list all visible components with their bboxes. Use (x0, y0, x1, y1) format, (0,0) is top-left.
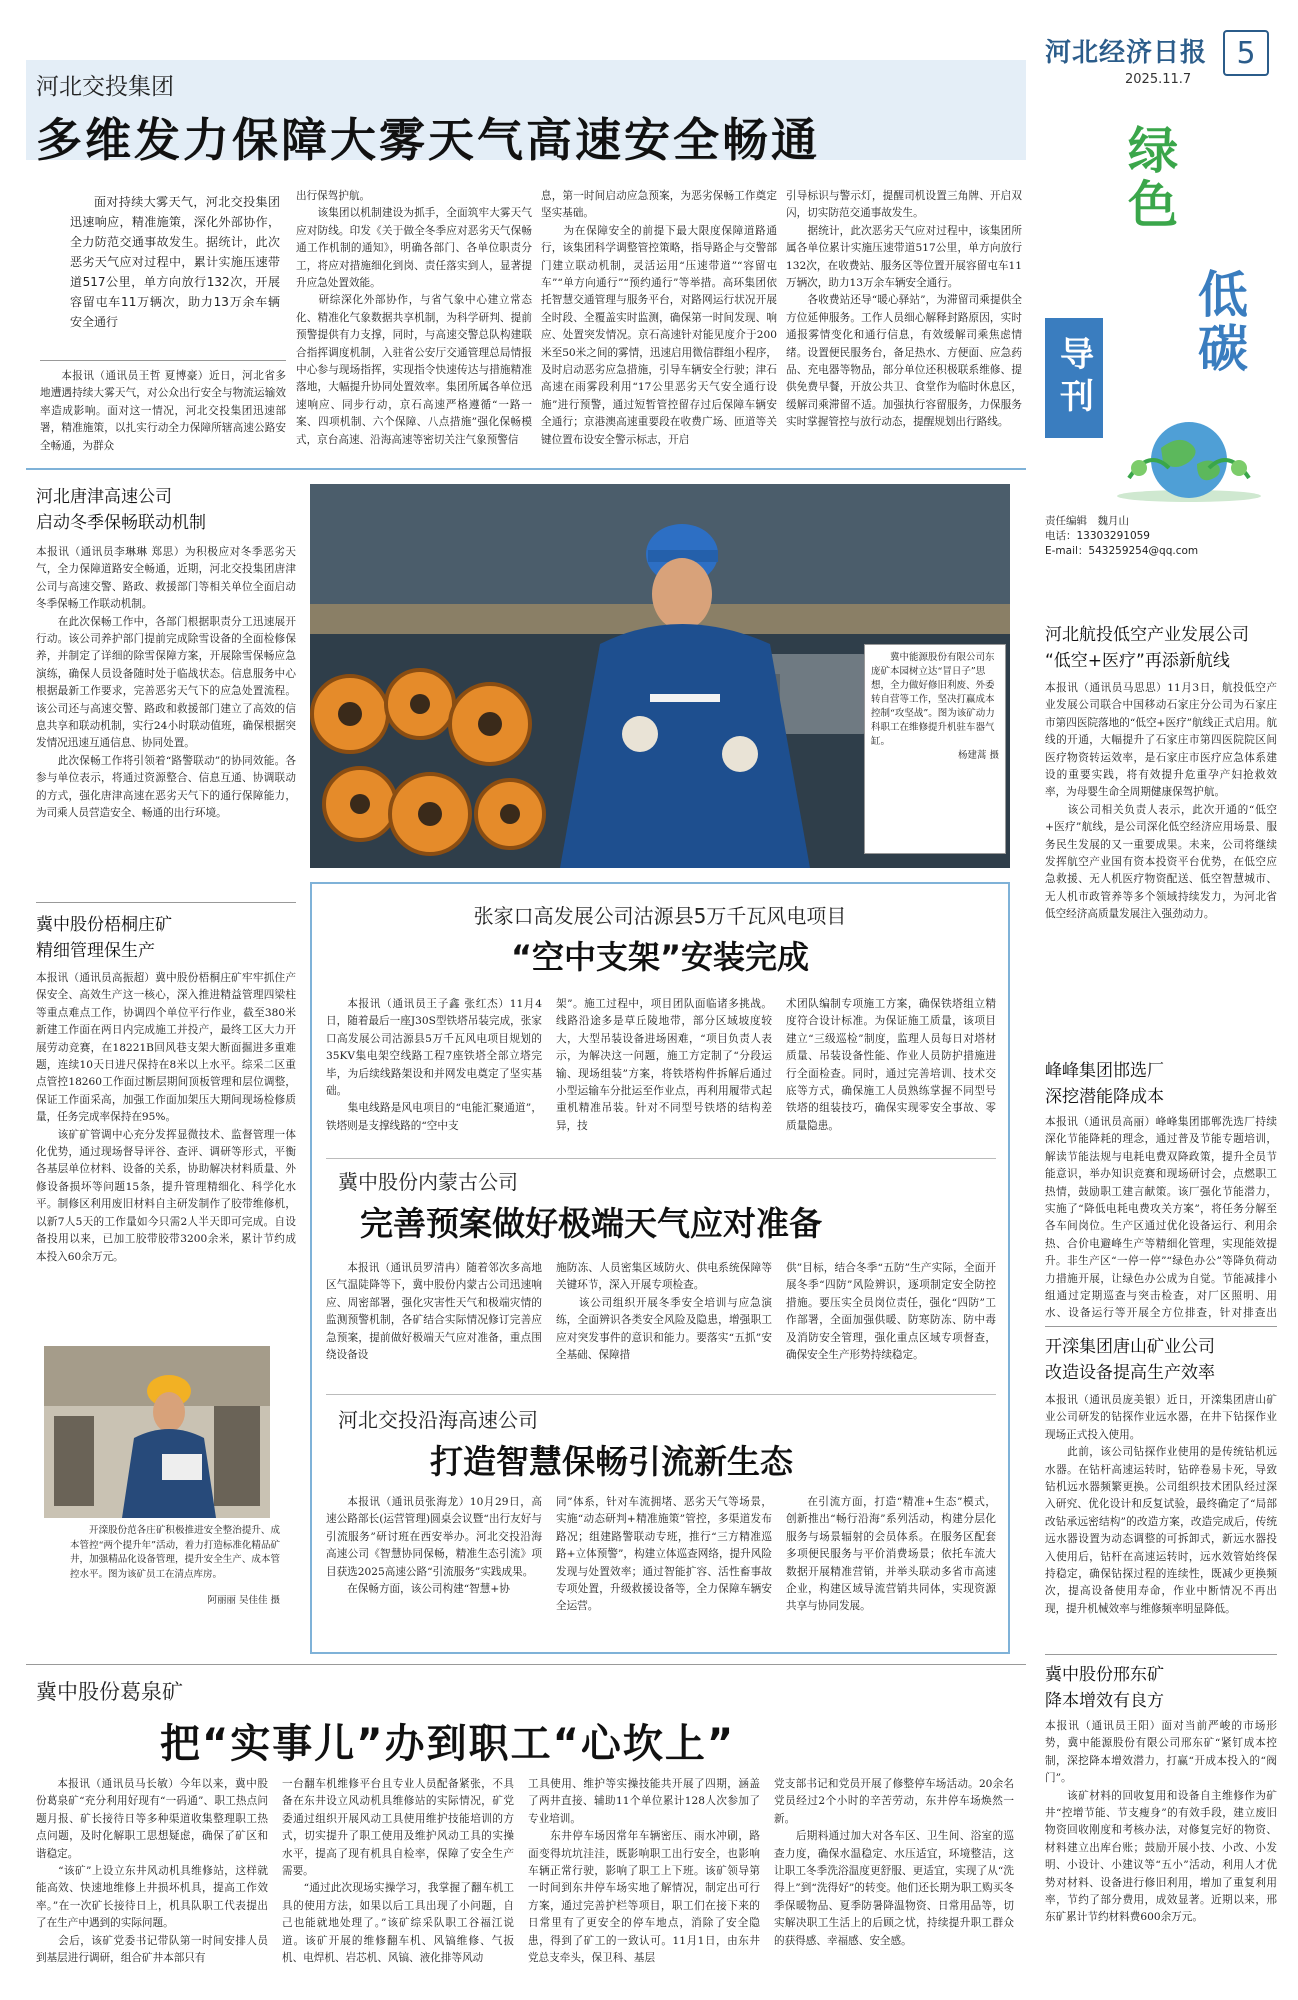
lead-kicker: 河北交投集团 (36, 74, 174, 100)
article-coastal-col1: 本报讯（通讯员张海龙）10月29日，高速公路部长(运营管理)圆桌会议暨“出行友好与引流服务”研讨班在西安举办。河北交投沿海高速公司《智慧协同保畅，精准生态引流》项目获选2025高速公路“引流服务”实践成果。 在保畅方面，该公司构建“智慧+协 (326, 1496, 542, 1596)
left-photo (44, 1346, 270, 1518)
phone-line: 电话：13303291059 (1045, 530, 1150, 542)
article-aviation-title-line1: 河北航投低空产业发展公司 (1045, 625, 1249, 645)
article-nmg-kicker: 冀中股份内蒙古公司 (338, 1170, 518, 1194)
guide-contact (1045, 514, 1277, 559)
article-nmg-headline: 完善预案做好极端天气应对准备 (360, 1204, 822, 1243)
article-xingdong-body: 本报讯（通讯员王阳）面对当前严峻的市场形势，冀中能源股份有限公司邢东矿“紧钉成本控制，深挖降本增效潜力，打赢“开成本投入的“阀门”。 该矿材料的回收复用和设备自主维修作为矿井“控增节能、节支瘦身”的有效手段，建立废旧物资回收刚度和考核办法，对修复完好的物资、材料建立出库台账；鼓励开展小技、小改、小发明、小设计、小建议等“五小”活动，利用人才优势对材料、设备进行修旧利用，增加了重复利用率，节约了部分费用，成效显著。近期以来，邢东矿累计节约材料费600余万元。 (1045, 1720, 1277, 1924)
bottom-col3: 工具使用、维护等实操技能共开展了四期，涵盖了两井直接、辅助11个单位累计128人次参加了专业培训。 东井停车场因常年车辆密压、雨水冲刷，路面变得坑坑洼洼，既影响职工出行安全，也影响车辆正常行驶，影响了职工上下班。该矿领导第一时间到东井停车场实地了解情况，制定出可行方案，通过完善护栏等项目，职工们在接下来的日常里有了更安全的停车地点，消除了安全隐患，得到了矿工的一致认可。11月1日，由东井党总支牵头，保卫科、基层 (528, 1778, 760, 1965)
main-photo-credit: 杨建蒿 摄 (957, 750, 999, 761)
worker-inventory-illustration (44, 1346, 270, 1518)
main-photo-caption: 冀中能源股份有限公司东庞矿本园树立达“冒日子”思想，全力做好修旧利废、外委转自营等工作，坚决打赢成本控制“攻坚战”。图为该矿动力科职工在维修提升机驻车器气缸。 (871, 652, 995, 747)
bottom-col2: 一台翻车机维修平台且专业人员配备紧张，不具备在东井设立风动机具维修站的实际情况，矿党委通过组织开展风动工具使用维护技能培训的方式，切实提升了职工使用及维护风动工具的实操水平，提高了现有机具自检率，保障了安全生产需要。 “通过此次现场实操学习，我掌握了翻车机工具的使用方法，如果以后工具出现了小问题，自己也能就地处理了。”该矿综采队职工谷福江说道。该矿开展的维修翻车机、风镐维修、气扳机、电焊机、岩芯机、风镐、液化排等风动 (282, 1778, 514, 1965)
article-tangjin-title (36, 484, 296, 536)
article-kailuan-body: 本报讯（通讯员庞美银）近日，开滦集团唐山矿业公司研发的钻探作业远水器，在井下钻探作业现场正式投入使用。 此前，该公司钻探作业使用的是传统钻机远水器。在钻杆高速运转时，钻碎卷易卡死，导致钻机远水器频繁更换。公司组织技术团队经过深入研究、优化设计和反复试验，最终确定了“局部改钻承远密结构”的改造方案，改造完成后，传统远水器设置为动态调整的可拆卸式，新远水器投入使用后，钻杆在高速运转时，远水效管始终保持稳定，确保钻探过程的连续性，既减少更换频次，提高设备使用寿命，作业中断情况不再出现，提升机械效率与维修频率明显降低。 (1045, 1394, 1277, 1615)
article-aviation-title (1045, 622, 1277, 674)
article-wutong-title-line1: 冀中股份梧桐庄矿 (36, 915, 172, 935)
article-nmg-col3: 供”目标，结合冬季“五防”生产实际，全面开展冬季“四防”风险辨识，逐项制定安全防控措施。要压实全员岗位责任，强化“四防”工作部署，全面加强供暖、防寒防冻、防中毒及消防安全管理，强化重点区域专项督查，确保安全生产形势持续稳定。 (786, 1262, 996, 1362)
article-wutong-title (36, 912, 296, 964)
article-kailuan-title (1045, 1334, 1277, 1386)
main-photo-caption-box (864, 644, 1006, 854)
bottom-headline: 把“实事儿”办到职工“心坎上” (160, 1721, 736, 1767)
email-line: E-mail：543259254@qq.com (1045, 545, 1199, 557)
article-tangjin-title-line2: 启动冬季保畅联动机制 (36, 513, 206, 533)
lead-headline: 多维发力保障大雾天气高速安全畅通 (36, 113, 820, 167)
left-photo-caption: 开滦股份范各庄矿积极推进安全整治提升、成本管控“两个提升年”活动，着力打造标准化精品矿井，加强精品化设备管理，提升安全生产、成本管控水平。图为该矿员工在清点库房。 (70, 1525, 280, 1580)
slogan-lowcarbon: 低碳 (1190, 268, 1248, 376)
summary-divider (40, 360, 286, 361)
article-coastal-kicker: 河北交投沿海高速公司 (338, 1408, 538, 1432)
lead-bottom-rule (26, 468, 1026, 470)
right-divider-1 (1045, 1326, 1277, 1327)
article-zjk-col2: 架”。施工过程中，项目团队面临诸多挑战。线路沿途多是草丘陵地带，部分区域坡度较大，大型吊装设备进场困难，“项目负责人表示，为解决这一问题，施工方定制了“分段运输、现场组装”方案，将铁塔构件拆解后通过小型运输车分批运至作业点，再利用履带式起重机精准吊装。针对不同型号铁塔的结构差异，技 (556, 998, 772, 1132)
center-divider-2 (326, 1394, 996, 1395)
lead-body-col1: 本报讯（通讯员王哲 夏博豪）近日，河北省多地遭遇持续大雾天气，对公众出行安全与物流运输效率造成影响。面对这一情况，河北交投集团迅速部署，精准施策，以扎实行动全力保障所辖高速公路安全畅通，为群众 (40, 370, 286, 452)
article-fengfeng-body: 本报讯（通讯员高丽）峰峰集团邯郸洗选厂持续深化节能降耗的理念，通过普及节能专题培训，解读节能法规与电耗电费双降政策，提升全员节能意识，举办知识竞赛和现场研讨会，点燃职工热情，鼓励职工建言献策。该厂强化节能潜力，实施了“降低电耗电费攻关方案”，将任务分解至各车间岗位。生产区通过优化设备运行、利用余热、合价电避峰生产等精细化管理，实现能效提升。非生产区“一停一停”“绿色办公”等降负荷动力措施开展，让绿色办公成为自觉。节能减排小组通过定期巡查与突击检查，对厂区照明、用水、设备运行等开展全方位排查，针对排查出 (1045, 1116, 1277, 1320)
left-divider-1 (36, 902, 296, 903)
article-xingdong-title-line2: 降本增效有良方 (1045, 1691, 1164, 1711)
article-coastal-col3: 在引流方面，打造“精准+生态”模式，创新推出“畅行沿海”系列活动，构建分层化服务与场景辐射的会员体系。在服务区配套多项便民服务与平价消费场景；依托车流大数据开展精准营销，并举头联动多省市高速企业，构建区域导流营销共同体，实现资源共享与协同发展。 (786, 1496, 996, 1613)
guide-label-text: 导刊 (1053, 336, 1094, 420)
center-divider-1 (326, 1158, 996, 1159)
page-number: 5 (1236, 35, 1256, 71)
article-coastal-headline: 打造智慧保畅引流新生态 (430, 1442, 793, 1481)
article-nmg-col1: 本报讯（通讯员罗清冉）随着邻次多高地区气温陡降等下，冀中股份内蒙古公司迅速响应、周密部署，强化灾害性天气和极端灾情的监测预警机制，各矿结合实际情况修订完善应急预案，提前做好极端天气应对准备，重点围绕设备设 (326, 1262, 542, 1362)
article-tangjin-body: 本报讯（通讯员李琳琳 郑思）为积极应对冬季恶劣天气，全力保障道路安全畅通，近期，河北交投集团唐津公司与高速交警、路政、救援部门等相关单位全面启动冬季保畅工作联动机制。 在此次保畅工作中，各部门根据职责分工迅速展开行动。该公司养护部门提前完成除雪设备的全面检修保养，并制定了详细的除雪保障方案，开展除雪保畅应急演练，确保人员设备随时处于临战状态。信息服务中心根据最新工作要求，完善恶劣天气下的应急处置流程。该公司还与高速交警、路政和救援部门建立了高效的信息共享和联动机制，实行24小时联动值班，确保根据突发情况迅速互通信息、协同处置。 此次保畅工作将引领着“路警联动”的协同效能。各参与单位表示，将通过资源整合、信息互通、协调联动的方式，强化唐津高速在恶劣天气下的通行保障能力，为司乘人员营造安全、畅通的出行环境。 (36, 546, 296, 820)
article-kailuan-title-line2: 改造设备提高生产效率 (1045, 1363, 1215, 1383)
right-divider-2 (1045, 1654, 1277, 1655)
article-zjk-col3: 术团队编制专项施工方案，确保铁塔组立精度符合设计标准。为保证施工质量，该项目建立“三级巡检”制度，监理人员每日对塔材质量、吊装设备性能、作业人员防护措施进行全面检查。同时，通过完善培训、技术交底等方式，确保施工人员熟练掌握不同型号铁塔的组装技巧，确保实现零安全事故、零质量隐患。 (786, 998, 996, 1132)
guide-label (1045, 318, 1103, 438)
bottom-col1: 本报讯（通讯员马长敏）今年以来，冀中股份葛泉矿“充分利用好现有“一码通”、职工热点问题月报、矿长接待日等多种渠道收集整理职工热点问题，及时化解职工思想疑虑，确保了矿区和谐稳定。 “该矿”上设立东井风动机具维修站，这样就能高效、快速地维修上井损坏机具，提高工作效率。”在一次矿长接待日上，机具队职工代表提出了在生产中遇到的实际问题。 会后，该矿党委书记带队第一时间安排人员到基层进行调研，组合矿井本部只有 (36, 1778, 268, 1965)
page-date: 2025.11.7 (1125, 72, 1192, 87)
masthead (1045, 18, 1277, 108)
article-aviation-body: 本报讯（通讯员马思思）11月3日，航投低空产业发展公司联合中国移动石家庄分公司为石家庄市第四医院落地的“低空+医疗”航线正式启用。航线的开通，大幅提升了石家庄市第四医院院区间医疗物资转运效率，是石家庄市医疗应急体系建设的重要实践，将有效提升危重孕产妇抢救效率，为母婴生命全周期健康保驾护航。 该公司相关负责人表示，此次开通的“低空+医疗”航线，是公司深化低空经济应用场景、服务民生发展的又一重要成果。未来，公司将继续发挥航空产业国有资本投资平台优势，在低空应急救援、无人机医疗物资配送、低空智慧城市、无人机市政管养等多个领域持续发力，为河北省低空经济高质量发展注入强劲动力。 (1045, 682, 1277, 921)
article-tangjin-title-line1: 河北唐津高速公司 (36, 487, 172, 507)
lead-body-col3: 息，第一时间启动应急预案，为恶劣保畅工作奠定坚实基础。 为在保障安全的前提下最大限度保障道路通行，该集团科学调整管控策略，指导路企与交警部门建立联动机制，灵活运用“压速带道”“容留屯车”“单方向通行”“预约通行”等举措。高环集团依托智慧交通管理与服务平台，对路网运行状况开展全时段、全覆盖实时监测，确保第一时间发现、响应、处置突发情况。京石高速针对能见度介于200米至50米之间的雾情，迅速启用微信群组小程序，及时启动恶劣应急措施，引导车辆安全行驶；津石高速在雨雾段利用“17公里恶劣天气安全通行设施”进行预警，通过短暂管控留存过后保障车辆安全通行；京港澳高速重要段在收费广场、匝道等关键位置布设安全警示标志，开启 (541, 190, 777, 446)
article-coastal-col2: 同”体系，针对车流拥堵、恶劣天气等场景，实施“动态研判+精准施策”管控，多渠道发布路况；组建路警联动专班，推行“三方精准巡路+立体预警”，构建立体巡查网络，提升风险发现与处置效率；通过智能扩容、活性畜事故专项处置，升级救援设备等，全力保障车辆安全运营。 (556, 1496, 772, 1613)
guide-panel (1045, 118, 1277, 578)
article-zjk-headline: “空中支架”安装完成 (510, 938, 810, 976)
article-nmg-col2: 施防冻、人员密集区域防火、供电系统保障等关键环节，深入开展专项检查。 该公司组织开展冬季安全培训与应急演练，全面辨识各类安全风险及隐患，增强职工应对突发事件的意识和能力。要落实“五抓”安全基础、保障措 (556, 1262, 772, 1362)
slogan-green: 绿色 (1120, 124, 1178, 232)
article-aviation-title-line2: “低空+医疗”再添新航线 (1045, 651, 1230, 671)
article-fengfeng-title (1045, 1058, 1277, 1110)
left-photo-credit: 阿丽丽 吴佳佳 摄 (207, 1595, 280, 1606)
lead-summary: 面对持续大雾天气，河北交投集团迅速响应，精准施策，深化外部协作，全力防范交通事故发生。据统计，此次恶劣天气应对过程中，累计实施压速带道517公里，单方向放行132次，开展容留屯车11万辆次，助力13万余车辆安全通行 (70, 195, 280, 329)
article-xingdong-title (1045, 1662, 1277, 1714)
page-number-badge (1223, 30, 1269, 76)
article-fengfeng-title-line2: 深挖潜能降成本 (1045, 1087, 1164, 1107)
article-zjk-col1: 本报讯（通讯员王子鑫 张红杰）11月4日，随着最后一座J30S型铁塔吊装完成，张家口高发展公司沽源县5万千瓦风电项目规划的35KV集电架空线路工程7座铁塔全部立塔完毕，为后续线路架设和并网发电奠定了坚实基础。 集电线路是风电项目的“电能汇聚通道”，铁塔则是支撑线路的“空中支 (326, 998, 542, 1132)
bottom-col4: 党支部书记和党员开展了修整停车场活动。20余名党员经过2个小时的辛苦劳动，东井停车场焕然一新。 后期料通过加大对各车区、卫生间、浴室的巡查力度，确保水温稳定、水压适宜，环境整洁，这让职工冬季洗浴温度更舒服、更适宜，实现了从“洗得上”到“洗得好”的转变。他们还长期为职工购买冬季保暖物品、夏季防暑降温物资、日常用品等，切实解决职工生活上的后顾之忧，持续提升职工群众的获得感、幸福感、安全感。 (774, 1778, 1014, 1947)
lead-body-col4: 引导标识与警示灯，提醒司机设置三角牌、开启双闪，切实防范交通事故发生。 据统计，此次恶劣天气应对过程中，该集团所属各单位累计实施压速带道517公里，单方向放行132次，在收费站、服务区等位置开展容留屯车11万辆次，助力13万余车辆安全通行。 各收费站还导“暖心驿站”，为滞留司乘提供全方位延伸服务。工作人员细心解释封路原因，实时通报雾情变化和通行信息，有效缓解司乘焦虑情绪。设置便民服务台，备足热水、方便面、应急药品、充电器等物品，部分单位还积极联系维修、提供免费早餐，开放公共卫、食堂作为临时休息区，缓解司乘滞留不适。加强执行容留服务，力保服务实时掌握管控与放行动态，提醒规划出行路线。 (786, 190, 1022, 429)
bottom-rule (26, 1664, 1026, 1665)
article-wutong-body: 本报讯（通讯员高振超）冀中股份梧桐庄矿牢牢抓住产保安全、高效生产这一核心，深入推进精益管理四梁柱等重点难点工作，协调四个单位平行作业，截至380米新建工作面在两日内完成施工并投产，最终工区大力开展劳动竞赛，在18221B回风巷支架大断面掘进多重难题，连续10天日进尺保持在8米以上水平。综采二区重点管控18260工作面过断层期间顶板管理和层位调整，保证工作面采高，加强工作面加架压大期间现场检修质量，任务完成率保持在95%。 该矿矿管调中心充分发挥显微技术、监督管理一体化优势，通过现场督导评谷、查评、调研等形式，平衡各基层单位材料、设备的关系，协助解决材料质量、外修设备损坏等问题15条，提升管理精细化、科学化水平。制修区利用废旧材料自主研发制作了胶带维修机，以新7人5天的工作量如今只需2人半天即可完成。自设备投用以来，已加工胶带胶带3200余米，累计节约成本投入60余万元。 (36, 972, 296, 1263)
article-wutong-title-line2: 精细管理保生产 (36, 941, 155, 961)
paper-name: 河北经济日报 (1045, 38, 1208, 68)
lead-body-col2: 出行保驾护航。 该集团以机制建设为抓手，全面筑牢大雾天气应对防线。印发《关于做全冬季应对恶劣天气保畅通工作机制的通知》，明确各部门、各单位职责分工，将应对措施细化到岗、责任落实到人，显著提升应急处置效能。 研综深化外部协作，与省气象中心建立常态化、精准化气象数据共享机制，为科学研判、提前预警提供有力支撑，同时，与高速交警总队构建联合指挥调度机制，入驻省公安厅交通管理总局情报中心参与现场指挥，实现指令快速传达与措施精准落地，大幅提升协同处置效率。集团所属各单位迅速响应、同步行动，京石高速严格遵循“一路一案、四项机制、六个保障、八点措施”强化保畅模式，京台高速、沿海高速等密切关注气象预警信 (296, 190, 532, 446)
article-kailuan-title-line1: 开滦集团唐山矿业公司 (1045, 1337, 1215, 1357)
article-fengfeng-title-line1: 峰峰集团邯选厂 (1045, 1061, 1164, 1081)
bottom-kicker: 冀中股份葛泉矿 (36, 1680, 183, 1704)
eco-globe-illustration (1109, 408, 1269, 503)
article-zjk-kicker: 张家口高发展公司沽源县5万千瓦风电项目 (473, 904, 847, 928)
article-xingdong-title-line1: 冀中股份邢东矿 (1045, 1665, 1164, 1685)
editor-line: 责任编辑 魏月山 (1045, 515, 1129, 527)
